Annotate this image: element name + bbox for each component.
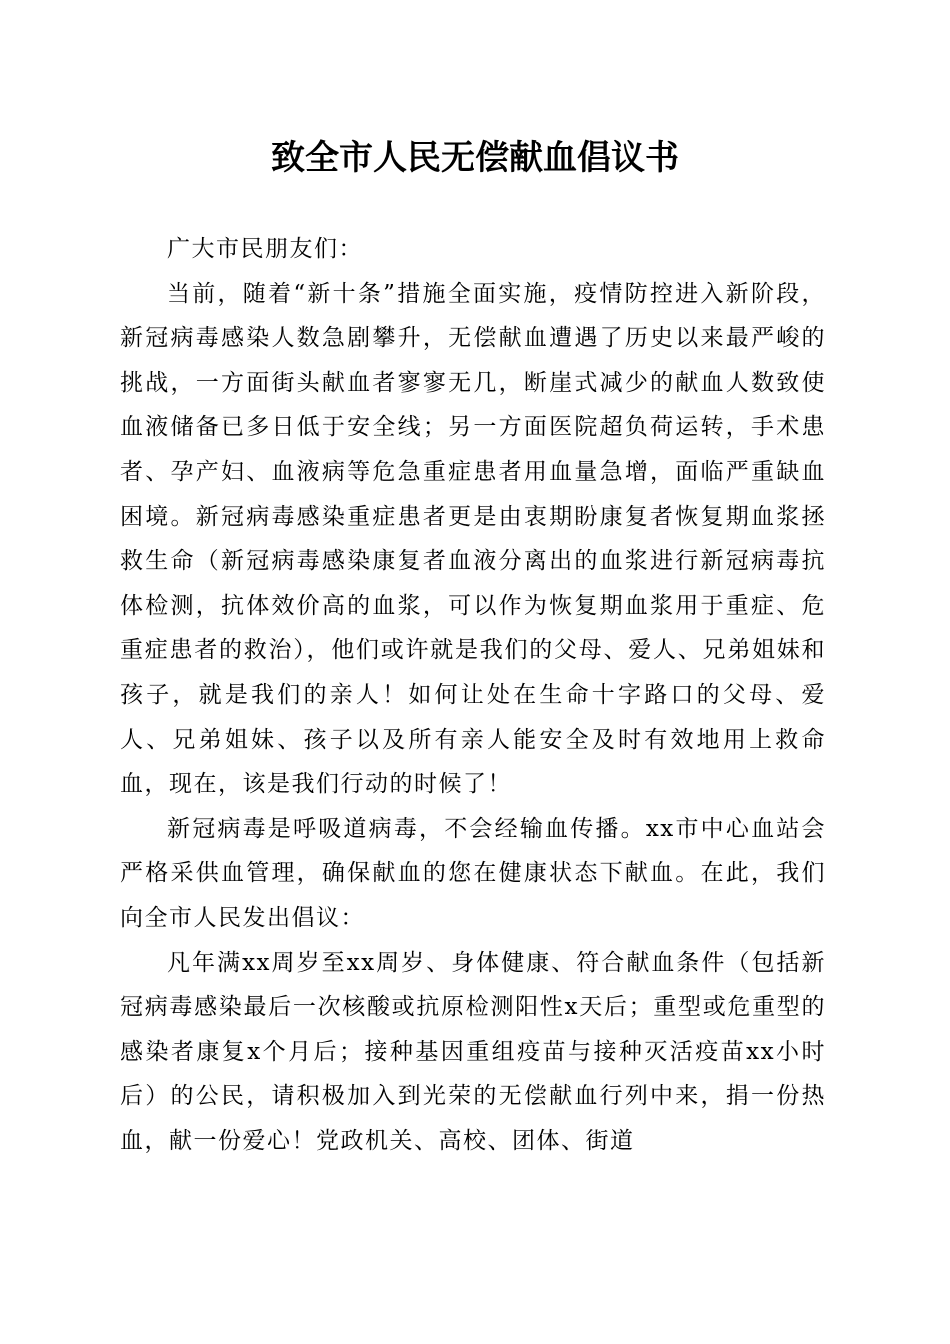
document-body xyxy=(120,227,826,1163)
paragraph-1: 当前，随着“新十条”措施全面实施，疫情防控进入新阶段，新冠病毒感染人数急剧攀升，无偿献血遭遇了历史以来最严峻的挑战，一方面街头献血者寥寥无几，断崖式减少的献血人数致使血液储备已多日低于安全线；另一方面医院超负荷运转，手术患者、孕产妇、血液病等危急重症患者用血量急增，面临严重缺血困境。新冠病毒感染重症患者更是由衷期盼康复者恢复期血浆拯救生命（新冠病毒感染康复者血液分离出的血浆进行新冠病毒抗体检测，抗体效价高的血浆，可以作为恢复期血浆用于重症、危重症患者的救治），他们或许就是我们的父母、爱人、兄弟姐妹和孩子，就是我们的亲人！如何让处在生命十字路口的父母、爱人、兄弟姐妹、孩子以及所有亲人能安全及时有效地用上救命血，现在，该是我们行动的时候了！ xyxy=(120,280,826,798)
salutation: 广大市民朋友们： xyxy=(167,236,363,262)
paragraph-2: 新冠病毒是呼吸道病毒，不会经输血传播。xx市中心血站会严格采供血管理，确保献血的您在健康状态下献血。在此，我们向全市人民发出倡议： xyxy=(120,815,826,931)
document-title: 致全市人民无偿献血倡议书 xyxy=(271,138,679,178)
paragraph-3: 凡年满xx周岁至xx周岁、身体健康、符合献血条件（包括新冠病毒感染最后一次核酸或抗原检测阳性x天后；重型或危重型的感染者康复x个月后；接种基因重组疫苗与接种灭活疫苗xx小时后）的公民，请积极加入到光荣的无偿献血行列中来，捐一份热血，献一份爱心！党政机关、高校、团体、街道 xyxy=(120,949,826,1154)
